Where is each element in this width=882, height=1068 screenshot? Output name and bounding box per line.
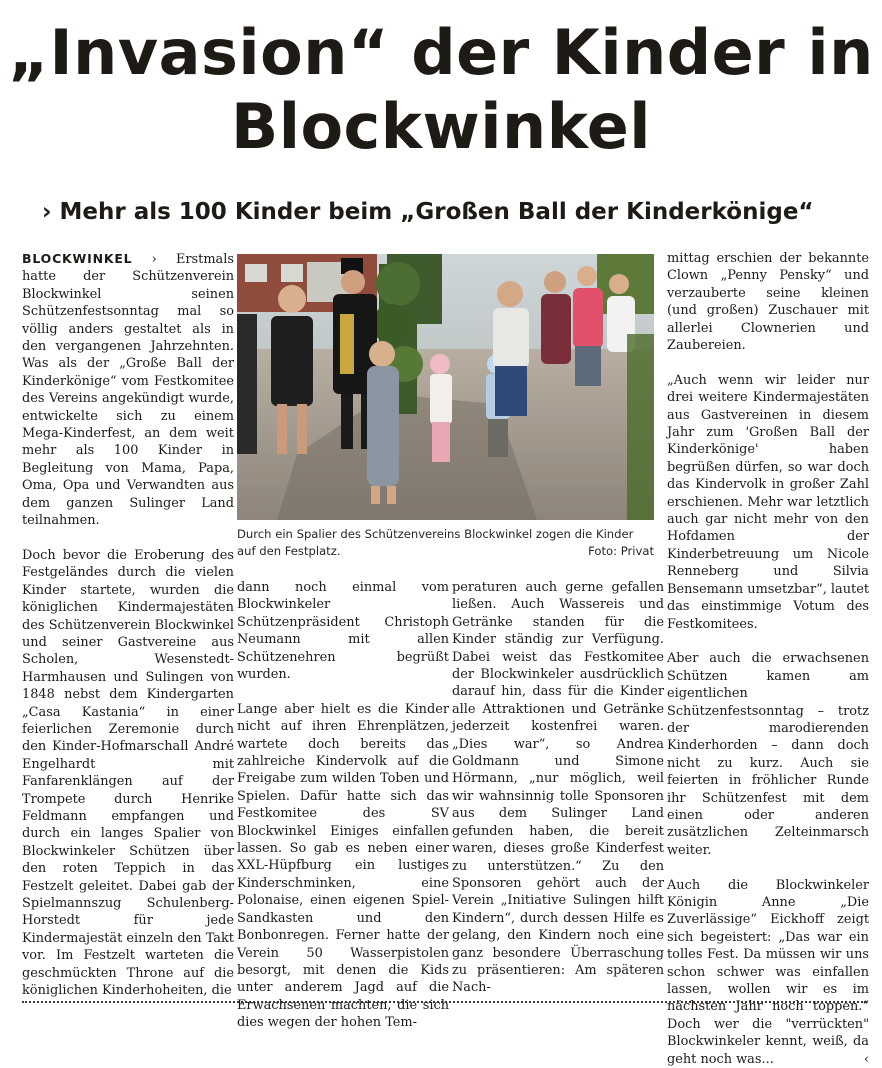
dotted-divider xyxy=(22,1001,867,1003)
article-photo xyxy=(237,254,654,520)
headline-line-1: „Invasion“ der Kinder in xyxy=(8,16,874,89)
paragraph xyxy=(22,250,234,530)
festival-photo-illustration xyxy=(237,254,654,520)
paragraph: Aber auch die erwachsenen Schützen kamen am eigentlichen Schützenfestsonntag – trotz der marodierenden Kinderhorden – dann doch nicht zu kurz. Auch sie feierten in fröhlicher Runde ihr Schützenfest mit dem einen oder anderen zusätzlichen Zelteinmarsch weiter. xyxy=(667,651,869,858)
article-column-3 xyxy=(452,579,664,997)
paragraph xyxy=(667,877,869,1068)
photo-caption xyxy=(237,526,654,560)
paragraph-text: Auch die Blockwinkeler Königin Anne „Die Zuverlässige“ Eickhoff zeigt sich begeistert: „Das war ein tolles Fest. Da müssen wir uns schon schwer was einfallen lassen, wollen wir es im nächsten Jahr noch toppen.“ Doch wer die "verrückten" Blockwinkeler kennt, weiß, da geht noch was... xyxy=(667,877,869,1067)
article-end-mark: ‹ xyxy=(863,1051,869,1067)
paragraph: „Auch wenn wir leider nur drei weitere Kindermajestäten aus Gastvereinen in diesem Jahr zum 'Großen Ball der Kinderkönige' haben begrüßen dürfen, so war doch das Kindervolk in großer Zahl erschienen. Mehr war letztlich auch gar nicht mehr von den Hofdamen der Kinderbetreuung um Nicole Renneberg und Silvia Bensemann umsetzbar“, lautet das einstimmige Votum des Festkomitees. xyxy=(667,372,869,632)
paragraph: Doch bevor die Eroberung des Festgeländes durch die vielen Kinder startete, wurden die königlichen Kindermajestäten des Schützenverein Blockwinkel und seiner Gastvereine aus Scholen, Wesenstedt-Harmhausen und Sulingen von 1848 nebst dem Kindergarten „Casa Kastania“ in einer feierlichen Zeremonie durch den Kinder-Hofmarschall André Engelhardt mit Fanfarenklängen auf der Trompete durch Henrike Feldmann empfangen und durch ein langes Spalier von Blockwinkeler Schützen über den roten Teppich in das Festzelt geleitet. Dabei gab der Spielmannszug Schulenberg-Horstedt für jede Kindermajestät einzeln den Takt vor. Im Festzelt warteten die geschmückten Throne auf die königlichen Kinderhoheiten, die xyxy=(22,547,234,999)
photo-credit: Foto: Privat xyxy=(588,544,654,558)
subheadline: › Mehr als 100 Kinder beim „Großen Ball der Kinderkönige“ xyxy=(42,199,814,225)
headline xyxy=(0,16,882,164)
dateline: BLOCKWINKEL xyxy=(22,251,133,266)
article-column-2 xyxy=(237,579,449,1032)
paragraph-text: Erstmals hatte der Schützenverein Blockwinkel seinen Schützenfestsonntag mal so völlig anders gestaltet als in den vergangenen Jahrzehnten. Was als der „Große Ball der Kinderkönige“ vom Festkomitee des Vereins angekündigt wurde, entwickelte sich zu einem Mega-Kinderfest, an dem weit mehr als 100 Kinder in Begleitung von Mama, Papa, Oma, Opa und Verwandten aus dem ganzen Sulinger Land teilnahmen. xyxy=(22,252,234,529)
paragraph: dann noch einmal vom Blockwinkeler Schützenpräsident Christoph Neumann mit allen Schützenehren begrüßt wurden. xyxy=(237,580,449,683)
paragraph: mittag erschien der bekannte Clown „Penny Pensky“ und verzauberte seine kleinen (und großen) Zuschauer mit allerlei Clownerien und Zaubereien. xyxy=(667,251,869,354)
article-column-1 xyxy=(22,250,234,999)
paragraph: Lange aber hielt es die Kinder nicht auf ihren Ehrenplätzen, wartete doch bereits das zahlreiche Kindervolk auf die Freigabe zum wilden Toben und Spielen. Dafür hatte sich das Festkomitee des SV Blockwinkel Einiges einfallen lassen. So gab es neben einer XXL-Hüpfburg ein lustiges Kinderschminken, eine Polonaise, einen eigenen Spiel-Sandkasten und den Bonbonregen. Ferner hatte der Verein 50 Wasserpistolen besorgt, mit denen die Kids unter anderem Jagd auf die Erwachsenen machten, die sich dies wegen der hohen Tem- xyxy=(237,701,449,1031)
caption-text: Durch ein Spalier des Schützenvereins Blockwinkel zogen die Kinder auf den Festplatz. xyxy=(237,527,634,558)
headline-line-2: Blockwinkel xyxy=(230,90,652,163)
dateline-separator: › xyxy=(151,252,157,267)
paragraph: peraturen auch gerne gefallen ließen. Auch Wassereis und Getränke standen für die Kinder ständig zur Verfügung. Dabei weist das Festkomitee der Blockwinkeler ausdrücklich darauf hin, dass für die Kinder alle Attraktionen und Getränke jederzeit kostenfrei waren. „Dies war“, so Andrea Goldmann und Simone Hörmann, „nur möglich, weil wir wahnsinnig tolle Sponsoren aus dem Sulinger Land gefunden haben, die bereit waren, dieses große Kinderfest zu unterstützen.“ Zu den Sponsoren gehört auch der Verein „Initiative Sulingen hilft Kindern“, durch dessen Hilfe es gelang, den Kindern noch eine ganz besondere Überraschung zu präsentieren: Am späteren Nach- xyxy=(452,580,664,996)
article-column-4 xyxy=(667,250,869,1068)
